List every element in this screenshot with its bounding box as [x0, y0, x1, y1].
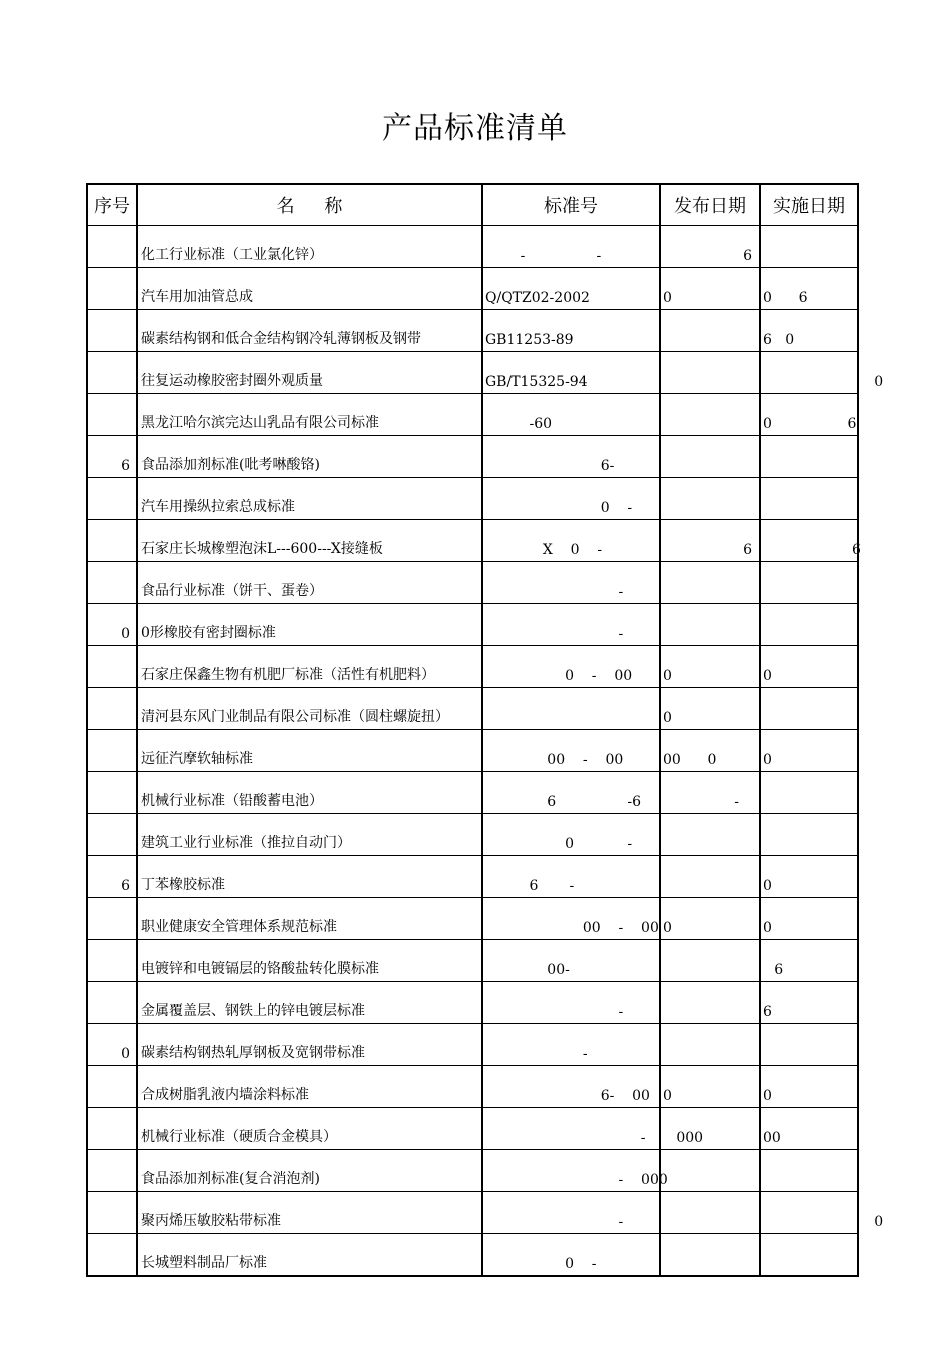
row-standard-number: 0 -: [482, 1234, 660, 1277]
row-publish-date: [660, 604, 760, 646]
table-row: [87, 604, 858, 646]
row-standard-number: -: [482, 1024, 660, 1066]
header-publish-date: 发布日期: [660, 184, 760, 226]
header-seq: 序号: [87, 184, 137, 226]
row-seq: 6: [87, 856, 137, 898]
table-row: [87, 352, 858, 394]
table-row: [87, 394, 858, 436]
table-row: [87, 1150, 858, 1192]
row-standard-number: 0 -: [482, 478, 660, 520]
header-name: [137, 184, 482, 226]
row-publish-date: [660, 982, 760, 1024]
row-name: 丁苯橡胶标准: [137, 856, 482, 898]
row-implement-date: 0: [760, 730, 858, 772]
row-publish-date: 0: [660, 1066, 760, 1108]
row-publish-date: [660, 562, 760, 604]
row-standard-number: X 0 -: [482, 520, 660, 562]
row-standard-number: 0 - 00: [482, 646, 660, 688]
row-implement-date: [760, 688, 858, 730]
row-name: 金属覆盖层、钢铁上的锌电镀层标准: [137, 982, 482, 1024]
row-standard-number: -: [482, 562, 660, 604]
row-name: 汽车用操纵拉索总成标准: [137, 478, 482, 520]
row-standard-number: 00-: [482, 940, 660, 982]
table-row: [87, 688, 858, 730]
row-name: 聚丙烯压敏胶粘带标准: [137, 1192, 482, 1234]
row-standard-number: 6 -: [482, 856, 660, 898]
row-seq: [87, 730, 137, 772]
row-publish-date: 0: [660, 268, 760, 310]
row-seq: [87, 688, 137, 730]
row-implement-date: [760, 604, 858, 646]
row-publish-date: 000: [660, 1108, 760, 1150]
row-seq: [87, 940, 137, 982]
row-name: 0形橡胶有密封圈标准: [137, 604, 482, 646]
row-publish-date: [660, 1024, 760, 1066]
row-seq: [87, 1234, 137, 1277]
row-publish-date: [660, 856, 760, 898]
row-implement-date: 00: [760, 1108, 858, 1150]
row-standard-number: -: [482, 982, 660, 1024]
row-standard-number: -60: [482, 394, 660, 436]
row-seq: [87, 814, 137, 856]
row-seq: [87, 1108, 137, 1150]
row-publish-date: [660, 394, 760, 436]
row-standard-number: - 000: [482, 1150, 660, 1192]
row-seq: [87, 1192, 137, 1234]
row-standard-number: GB11253-89: [482, 310, 660, 352]
header-name-label: 名 称: [276, 196, 343, 217]
row-name: 食品添加剂标准(吡考啉酸铬): [137, 436, 482, 478]
row-publish-date: 6: [660, 226, 760, 268]
table-body: [87, 226, 884, 1277]
table-row: [87, 1066, 858, 1108]
row-name: 石家庄保鑫生物有机肥厂标准（活性有机肥料）: [137, 646, 482, 688]
table-row: [87, 1024, 858, 1066]
row-name: 长城塑料制品厂标准: [137, 1234, 482, 1277]
table-row: [87, 772, 858, 814]
row-implement-date: [760, 226, 858, 268]
row-name: 黑龙江哈尔滨完达山乳品有限公司标准: [137, 394, 482, 436]
row-implement-date: 0 6: [760, 394, 858, 436]
row-name: 碳素结构钢和低合金结构钢冷轧薄钢板及钢带: [137, 310, 482, 352]
row-publish-date: -: [660, 772, 760, 814]
table-row: [87, 940, 858, 982]
row-seq: [87, 898, 137, 940]
row-seq: [87, 352, 137, 394]
row-standard-number: 6- 00: [482, 1066, 660, 1108]
row-publish-date: [660, 310, 760, 352]
row-standard-number: -: [482, 604, 660, 646]
row-implement-date: [760, 814, 858, 856]
table-row: [87, 646, 858, 688]
header-row: [87, 184, 858, 226]
table-row: [87, 310, 858, 352]
row-implement-date: [760, 562, 858, 604]
row-standard-number: GB/T15325-94: [482, 352, 660, 394]
row-implement-date: [760, 1150, 858, 1192]
table-row: [87, 268, 858, 310]
page-title: 产品标准清单: [382, 111, 568, 146]
row-implement-date: 0: [760, 646, 858, 688]
row-seq: [87, 226, 137, 268]
row-seq: [87, 520, 137, 562]
row-publish-date: [660, 478, 760, 520]
row-seq: 6: [87, 436, 137, 478]
row-name: 汽车用加油管总成: [137, 268, 482, 310]
row-standard-number: -: [482, 1192, 660, 1234]
row-seq: [87, 982, 137, 1024]
table-row: [87, 562, 858, 604]
row-standard-number: -: [482, 1108, 660, 1150]
table-row: [87, 436, 858, 478]
row-seq: [87, 394, 137, 436]
table-row: [87, 730, 858, 772]
table-row: [87, 1192, 858, 1234]
row-publish-date: [660, 814, 760, 856]
row-standard-number: 6 -6: [482, 772, 660, 814]
row-standard-number: Q/QTZ02-2002: [482, 268, 660, 310]
row-implement-date: 6 0: [760, 310, 858, 352]
row-seq: [87, 1066, 137, 1108]
row-implement-date: 0: [760, 1066, 858, 1108]
row-name: 职业健康安全管理体系规范标准: [137, 898, 482, 940]
row-name: 合成树脂乳液内墙涂料标准: [137, 1066, 482, 1108]
row-seq: [87, 478, 137, 520]
row-name: 机械行业标准（铅酸蓄电池）: [137, 772, 482, 814]
header-implement-date: 实施日期: [760, 184, 858, 226]
row-publish-date: [660, 1150, 760, 1192]
row-publish-date: [660, 1192, 760, 1234]
row-publish-date: 0: [660, 898, 760, 940]
table-row: [87, 856, 858, 898]
row-name: 食品添加剂标准(复合消泡剂): [137, 1150, 482, 1192]
table-row: [87, 226, 858, 268]
row-seq: [87, 646, 137, 688]
table-row: [87, 520, 858, 562]
row-implement-date: [760, 478, 858, 520]
row-publish-date: [660, 436, 760, 478]
row-name: 远征汽摩软轴标准: [137, 730, 482, 772]
row-standard-number: [482, 688, 660, 730]
row-publish-date: [660, 1234, 760, 1277]
row-seq: [87, 1150, 137, 1192]
row-name: 化工行业标准（工业氯化锌）: [137, 226, 482, 268]
row-seq: [87, 268, 137, 310]
row-seq: [87, 772, 137, 814]
row-name: 清河县东风门业制品有限公司标准（圆柱螺旋扭）: [137, 688, 482, 730]
row-standard-number: 6-: [482, 436, 660, 478]
row-name: 机械行业标准（硬质合金模具）: [137, 1108, 482, 1150]
row-implement-date: [760, 1234, 858, 1277]
row-seq: 0: [87, 1024, 137, 1066]
row-seq: [87, 562, 137, 604]
row-implement-date: 6: [760, 520, 858, 562]
table-row: [87, 478, 858, 520]
row-seq: 0: [87, 604, 137, 646]
header-standard-number: 标准号: [482, 184, 660, 226]
table-row: [87, 1108, 858, 1150]
row-name: 建筑工业行业标准（推拉自动门）: [137, 814, 482, 856]
row-standard-number: 00 - 00: [482, 730, 660, 772]
row-implement-date: 0 6: [760, 268, 858, 310]
row-publish-date: 6: [660, 940, 760, 982]
row-standard-number: - -: [482, 226, 660, 268]
row-standard-number: 00 - 00: [482, 898, 660, 940]
row-implement-date: 0: [760, 898, 858, 940]
table-row: [87, 982, 858, 1024]
row-implement-date: [760, 436, 858, 478]
row-name: 往复运动橡胶密封圈外观质量: [137, 352, 482, 394]
row-seq: [87, 310, 137, 352]
row-publish-date: 0: [660, 646, 760, 688]
row-publish-date: [660, 352, 760, 394]
row-implement-date: 0: [760, 352, 858, 394]
row-implement-date: [760, 772, 858, 814]
row-implement-date: [760, 1024, 858, 1066]
table-row: [87, 814, 858, 856]
row-implement-date: 0: [760, 1192, 858, 1234]
row-implement-date: 6: [760, 982, 858, 1024]
row-name: 石家庄长城橡塑泡沫L---600---X接缝板: [137, 520, 482, 562]
row-publish-date: 6: [660, 520, 760, 562]
row-publish-date: 00 0: [660, 730, 760, 772]
row-name: 电镀锌和电镀镉层的铬酸盐转化膜标准: [137, 940, 482, 982]
table-row: [87, 898, 858, 940]
row-name: 碳素结构钢热轧厚钢板及宽钢带标准: [137, 1024, 482, 1066]
table-row: [87, 1234, 858, 1277]
row-standard-number: 0 -: [482, 814, 660, 856]
standards-table: [86, 183, 884, 1277]
row-implement-date: 0: [760, 856, 858, 898]
row-name: 食品行业标准（饼干、蛋卷）: [137, 562, 482, 604]
row-publish-date: 0: [660, 688, 760, 730]
